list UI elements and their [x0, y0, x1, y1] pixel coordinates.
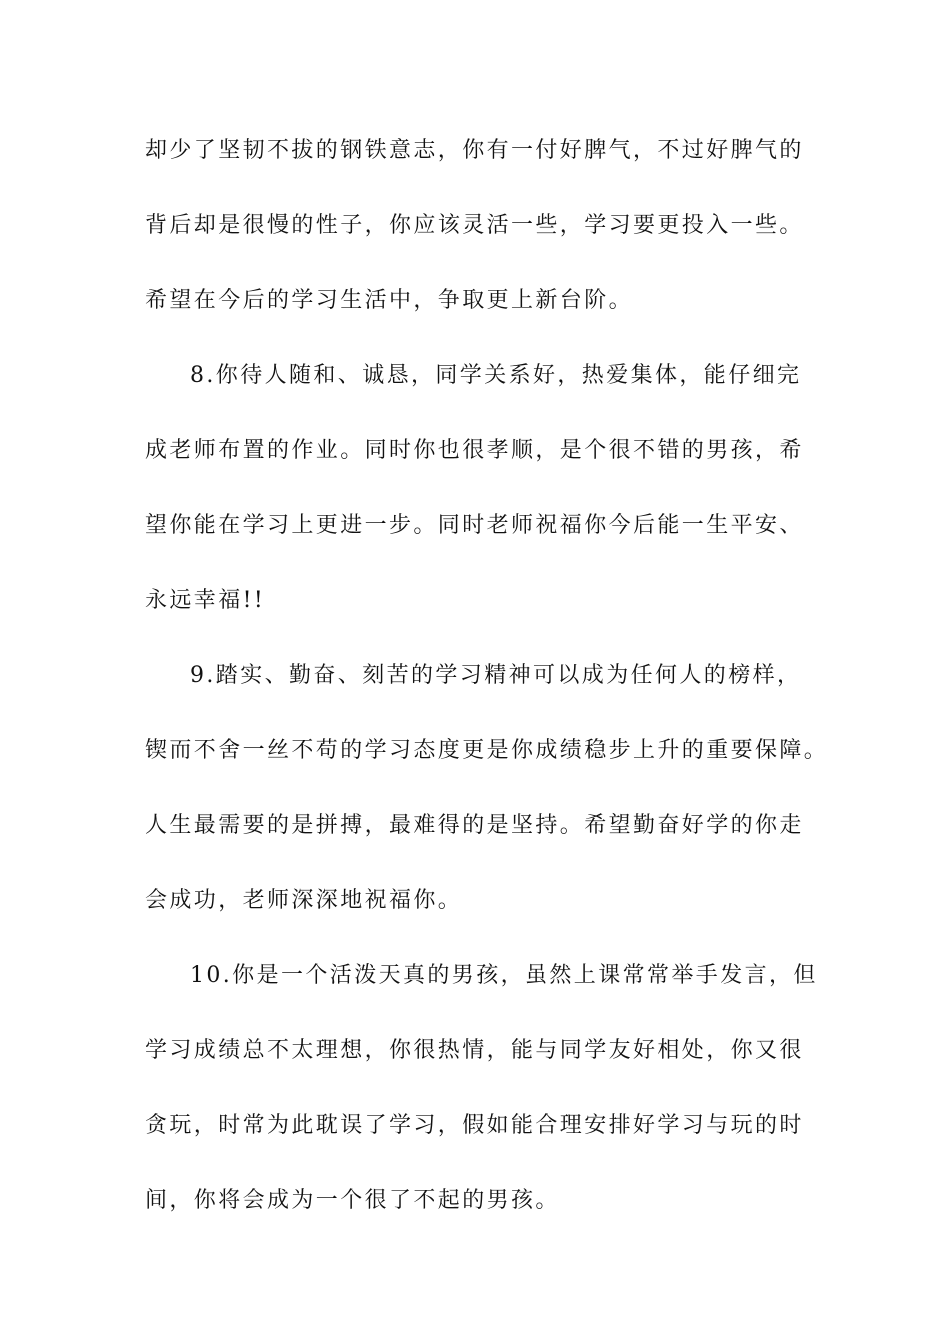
paragraph-8-line-2: 成老师布置的作业。同时你也很孝顺，是个很不错的男孩，希 [145, 438, 804, 463]
paragraph-9-line-4: 会成功，老师深深地祝福你。 [145, 888, 463, 913]
text-line-3: 希望在今后的学习生活中，争取更上新台阶。 [145, 288, 634, 313]
text-line-1: 却少了坚韧不拔的钢铁意志，你有一付好脾气，不过好脾气的 [145, 138, 804, 163]
paragraph-8-line-3: 望你能在学习上更进一步。同时老师祝福你今后能一生平安、 [145, 513, 804, 538]
paragraph-10-line-4: 间，你将会成为一个很了不起的男孩。 [145, 1188, 560, 1213]
paragraph-10-line-2: 学习成绩总不太理想，你很热情，能与同学友好相处，你又很 [145, 1038, 804, 1063]
paragraph-9-line-3: 人生最需要的是拼搏，最难得的是坚持。希望勤奋好学的你走 [145, 813, 804, 838]
paragraph-10-line-1: 10.你是一个活泼天真的男孩，虽然上课常常举手发言，但 [190, 963, 818, 988]
paragraph-8-line-4: 永远幸福!! [145, 588, 266, 613]
paragraph-9-line-1: 9.踏实、勤奋、刻苦的学习精神可以成为任何人的榜样， [190, 663, 802, 688]
paragraph-8-line-1: 8.你待人随和、诚恳，同学关系好，热爱集体，能仔细完 [190, 363, 802, 388]
text-line-2: 背后却是很慢的性子，你应该灵活一些，学习要更投入一些。 [145, 213, 804, 238]
paragraph-10-line-3: 贪玩，时常为此耽误了学习，假如能合理安排好学习与玩的时 [145, 1113, 804, 1138]
paragraph-9-line-2: 锲而不舍一丝不苟的学习态度更是你成绩稳步上升的重要保障。 [145, 738, 829, 763]
